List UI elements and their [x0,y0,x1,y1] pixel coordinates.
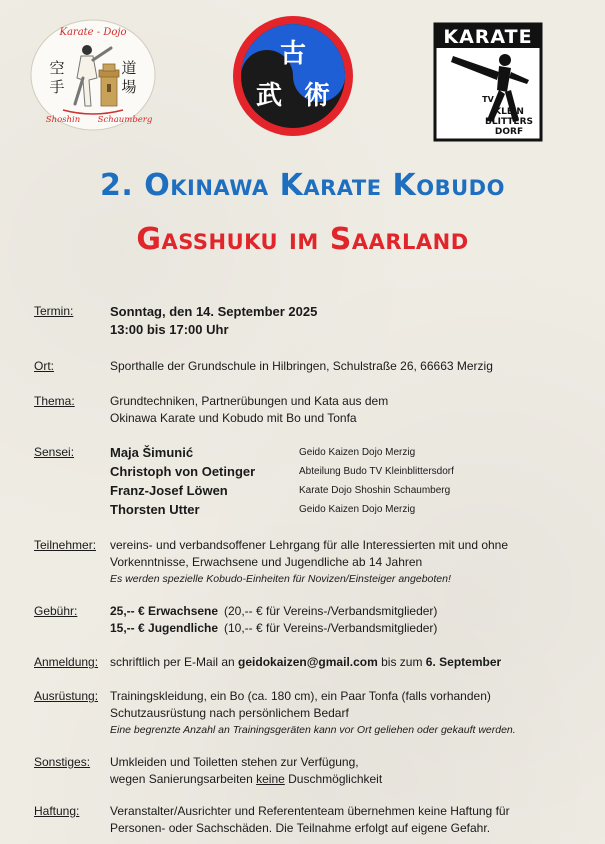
sensei-dojo: Abteilung Budo TV Kleinblittersdorf [299,466,454,477]
sensei-name: Christoph von Oetinger [110,464,256,479]
haftung-line-2: Personen- oder Sachschäden. Die Teilnahme erfolgt auf eigene Gefahr. [110,821,491,835]
blitters-text: BLITTERS [485,117,533,127]
kanji-jutsu: 術 [303,81,331,111]
sensei-dojo: Karate Dojo Shoshin Schaumberg [299,485,451,496]
ausruestung-value [110,688,594,739]
anmeldung-value [110,654,594,671]
sonstiges-label: Sonstiges: [34,755,91,769]
tv-text: TV [482,95,494,104]
anmeldung-deadline: 6. September [425,655,502,669]
teilnehmer-note: Es werden spezielle Kobudo-Einheiten für Novizen/Einsteiger angeboten! [110,573,451,585]
sensei-dojo: Geido Kaizen Dojo Merzig [299,504,416,515]
termin-date: Sonntag, den 14. September 2025 [110,304,318,319]
dojo-logo-kanji-right-1: 道 [121,59,137,77]
title-line-1: 2. Okinawa Karate Kobudo [100,168,505,203]
ausruestung-label: Ausrüstung: [34,689,99,703]
sonstiges-line-2-post: Duschmöglichkeit [284,772,383,786]
ort-label: Ort: [34,359,54,373]
sonstiges-line-1: Umkleiden und Toiletten stehen zur Verfügung, [110,755,359,769]
ort-value: Sporthalle der Grundschule in Hilbringen, Schulstraße 26, 66663 Merzig [110,359,493,373]
adult-member-price: (20,-- € für Vereins-/Verbandsmitglieder) [224,604,438,618]
gebuehr-adult-row [110,603,594,620]
title-line-2: Gasshuku im Saarland [136,222,469,257]
klein-text: KLEIN [494,107,524,117]
gebuehr-value [110,603,594,637]
teilnehmer-line-1: vereins- und verbandsoffener Lehrgang für alle Interessierten mit und ohne [110,538,509,552]
sonstiges-line-2 [110,771,594,788]
thema-line-1: Grundtechniken, Partnerübungen und Kata aus dem [110,394,389,408]
haftung-value [110,803,594,837]
dojo-logo-kanji-left-2: 手 [49,78,65,96]
gebuehr-label: Gebühr: [34,604,78,618]
teilnehmer-line-2: Vorkenntnisse, Erwachsene und Jugendliche ab 14 Jahren [110,555,423,569]
ausruestung-line-1: Trainingskleidung, ein Bo (ca. 180 cm), ein Paar Tonfa (falls vorhanden) [110,689,491,703]
sensei-section [34,444,594,520]
karate-word: KARATE [443,26,533,48]
tower-icon [99,64,119,106]
dojo-logo-bottom-left: Shoshin [45,115,81,125]
haftung-line-1: Veranstalter/Ausrichter und Referententeam übernehmen keine Haftung für [110,804,510,818]
anmeldung-label: Anmeldung: [34,655,99,669]
thema-value [110,393,594,427]
youth-price: 15,-- € Jugendliche [110,621,219,635]
dojo-logo-top-text: Karate - Dojo [59,27,127,38]
thema-label: Thema: [34,394,75,408]
dojo-logo-kanji-right-2: 場 [121,78,137,96]
sensei-name: Thorsten Utter [110,502,200,517]
dojo-logo-kanji-left-1: 空 [49,59,65,77]
teilnehmer-value [110,537,594,588]
thema-line-2: Okinawa Karate und Kobudo mit Bo und Tonfa [110,411,357,425]
sensei-label: Sensei: [34,445,75,459]
anmeldung-pre: schriftlich per E-Mail an [110,655,239,669]
dorf-text: DORF [494,127,524,137]
dojo-logo-bottom-right: Schaumberg [97,115,153,125]
anmeldung-email-link[interactable]: geidokaizen@gmail.com [238,655,378,669]
ausruestung-note: Eine begrenzte Anzahl an Trainingsgeräten kann vor Ort geliehen oder gekauft werden. [110,724,516,736]
ausruestung-line-2: Schutzausrüstung nach persönlichem Bedarf [110,706,349,720]
kanji-ko: 古 [279,39,307,69]
teilnehmer-label: Teilnehmer: [34,538,97,552]
termin-label: Termin: [34,304,74,318]
sonstiges-keine: keine [256,772,285,786]
kanji-bu: 武 [255,81,283,111]
sensei-name: Franz-Josef Löwen [110,483,228,498]
logo-bar [0,0,605,150]
haftung-label: Haftung: [34,804,80,818]
sensei-name: Maja Šimunić [110,445,194,460]
sensei-dojo: Geido Kaizen Dojo Merzig [299,447,416,458]
youth-member-price: (10,-- € für Vereins-/Verbandsmitglieder) [224,621,438,635]
adult-price: 25,-- € Erwachsene [110,604,219,618]
tv-kleinblittersdorf-logo [433,22,543,142]
sonstiges-value [110,754,594,788]
anmeldung-mid: bis zum [377,655,426,669]
kobujutsu-logo [231,14,355,138]
termin-value [110,303,594,339]
gebuehr-youth-row [110,620,594,637]
dojo-shoshin-logo [29,18,157,132]
sonstiges-line-2-pre: wegen Sanierungsarbeiten [110,772,257,786]
termin-time: 13:00 bis 17:00 Uhr [110,322,229,337]
